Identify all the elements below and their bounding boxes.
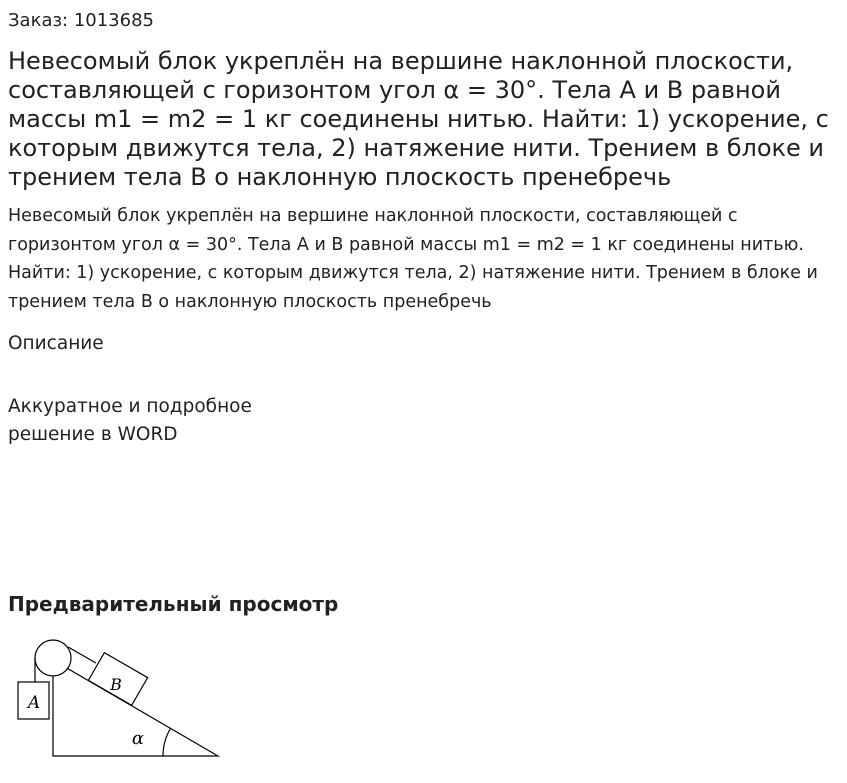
string-to-b	[68, 647, 96, 663]
description-label: Описание	[8, 333, 104, 354]
preview-title: Предварительный просмотр	[8, 592, 339, 616]
pulley	[35, 640, 71, 676]
body-b-label: B	[110, 675, 122, 694]
order-number: Заказ: 1013685	[8, 10, 154, 31]
description-line-2: решение в WORD	[8, 424, 178, 445]
description-line-1: Аккуратное и подробное	[8, 396, 252, 417]
body-a-label: A	[27, 693, 41, 713]
description-text	[8, 393, 308, 449]
angle-label: α	[131, 728, 145, 749]
angle-arc	[163, 729, 170, 757]
task-title: Невесомый блок укреплён на вершине наклонной плоскости, составляющей с горизонтом угол α = 30°. Тела A и B равной массы m1 = m2 = 1 кг соединены нитью. Найти: 1) ускорение, с которым движутся тела, 2) натяжение нити. Трением в блоке и трением тела B о наклонную плоскость пренебречь	[8, 47, 829, 191]
task-text: Невесомый блок укреплён на вершине наклонной плоскости, составляющей с горизонтом угол α = 30°. Тела A и B равной массы m1 = m2 = 1 кг соединены нитью. Найти: 1) ускорение, с которым движутся тела, 2) натяжение нити. Трением в блоке и трением тела B о наклонную плоскость пренебречь	[8, 206, 818, 312]
incline-pulley-diagram	[8, 636, 223, 761]
